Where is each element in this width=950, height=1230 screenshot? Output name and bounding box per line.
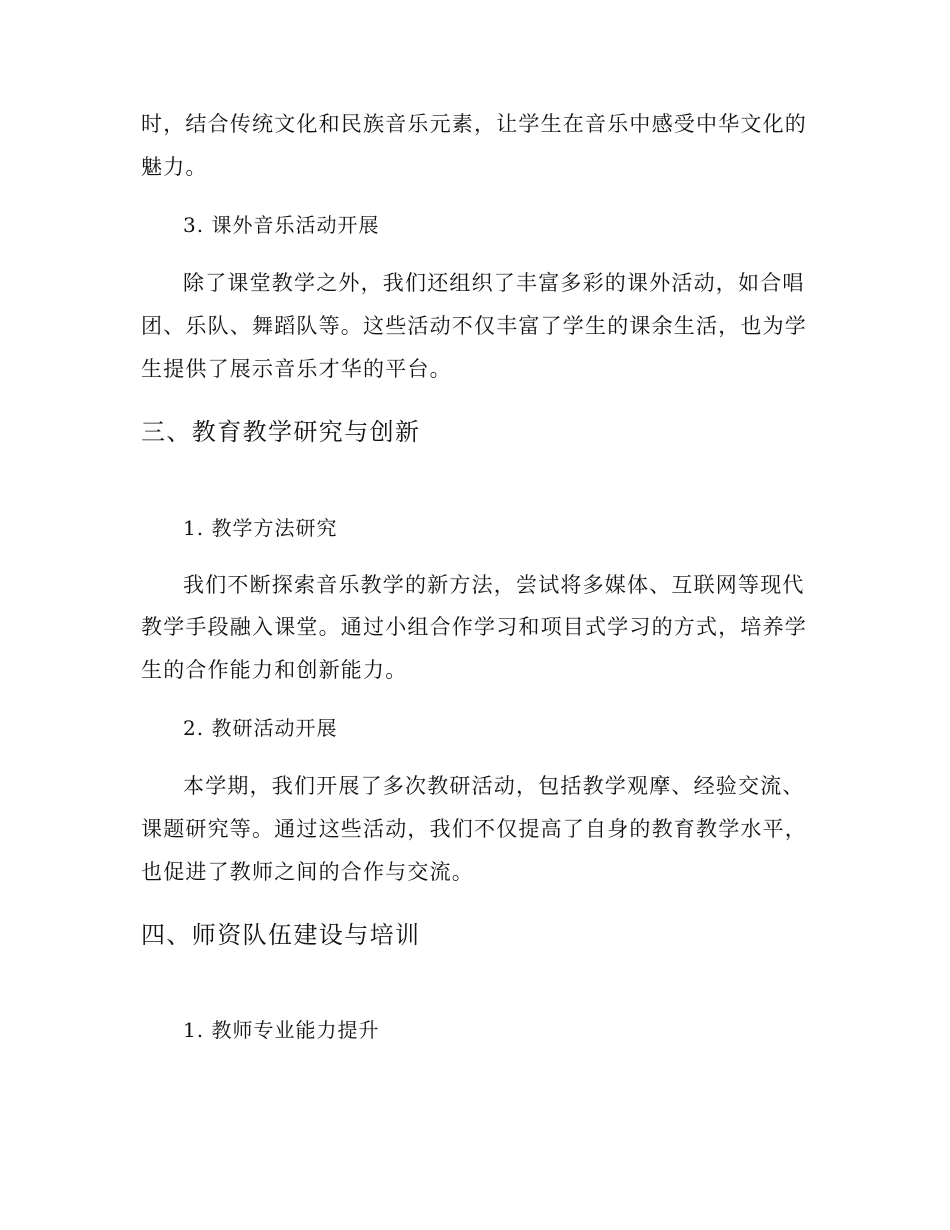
paragraph-line: 教学手段融入课堂。通过小组合作学习和项目式学习的方式，培养学: [141, 615, 807, 639]
paragraph-line: 也促进了教师之间的合作与交流。: [141, 860, 474, 884]
subsection-title: 1. 教学方法研究: [183, 516, 338, 540]
paragraph-line: 我们不断探索音乐教学的新方法，尝试将多媒体、互联网等现代: [183, 573, 805, 597]
paragraph-line: 生的合作能力和创新能力。: [141, 658, 408, 682]
paragraph-line: 团、乐队、舞蹈队等。这些活动不仅丰富了学生的课余生活，也为学: [141, 314, 807, 338]
paragraph-line: 本学期，我们开展了多次教研活动，包括教学观摩、经验交流、: [183, 774, 805, 798]
section-heading: 四、师资队伍建设与培训: [141, 921, 421, 949]
subsection-title: 3. 课外音乐活动开展: [183, 213, 380, 237]
subsection-title: 1. 教师专业能力提升: [183, 1018, 380, 1042]
paragraph-line: 课题研究等。通过这些活动，我们不仅提高了自身的教育教学水平，: [141, 817, 807, 841]
paragraph-line: 时，结合传统文化和民族音乐元素，让学生在音乐中感受中华文化的: [141, 112, 807, 136]
section-heading: 三、教育教学研究与创新: [141, 418, 421, 446]
paragraph-line: 魅力。: [141, 155, 208, 179]
subsection-title: 2. 教研活动开展: [183, 716, 338, 740]
paragraph-line: 除了课堂教学之外，我们还组织了丰富多彩的课外活动，如合唱: [183, 271, 805, 295]
paragraph-line: 生提供了展示音乐才华的平台。: [141, 357, 452, 381]
